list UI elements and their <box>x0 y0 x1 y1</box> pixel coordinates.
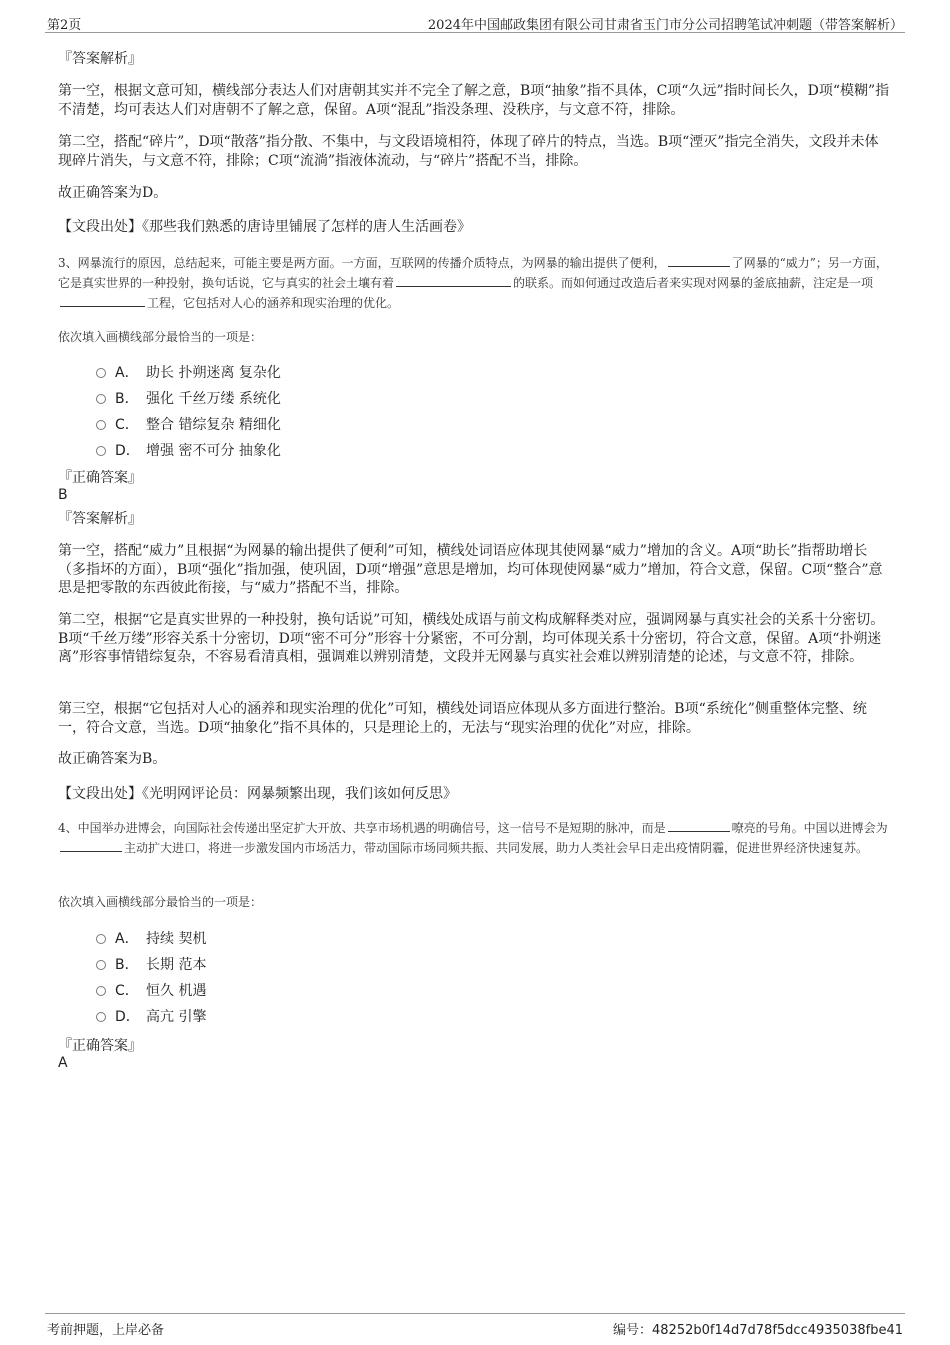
answer-blank <box>60 294 145 307</box>
analysis-paragraph: 第二空，搭配“碎片”，D项“散落”指分散、不集中，与文段语境相符，体现了碎片的特点，当选。B项“湮灭”指完全消失，文段并未体现碎片消失，与文意不符，排除；C项“流淌”指液体流动，与“碎片”搭配不当，排除。 <box>58 134 879 169</box>
analysis-paragraph: 第二空，根据“它是真实世界的一种投射，换句话说”可知，横线处成语与前文构成解释类对应，强调网暴与真实社会的关系十分密切。B项“千丝万缕”形容关系十分密切，D项“密不可分”形容十分紧密，不可分割，均可体现关系十分密切，符合文意，保留。A项“扑朔迷离”形容事情错综复杂，不容易看清真相，强调难以辨别清楚，文段并无网暴与真实社会难以辨别清楚的论述，与文意不符，排除。 <box>58 612 885 665</box>
analysis-paragraph: 第三空，根据“它包括对人心的涵养和现实治理的优化”可知，横线处词语应体现从多方面进行整治。B项“系统化”侧重整体完整、统一，符合文意，当选。D项“抽象化”指不具体的，只是理论上的，无法与“现实治理的优化”对应，排除。 <box>58 701 867 736</box>
analysis-paragraph: 第一空，搭配“威力”且根据“为网暴的输出提供了便利”可知，横线处词语应体现其使网暴“威力”增加的含义。A项“助长”指帮助增长（多指坏的方面），B项“强化”指加强，使巩固，D项“增强”意思是增加，均可体现使网暴“威力”增加，符合文意，保留。C项“整合”意思是把零散的东西彼此衔接，与“威力”搭配不当，排除。 <box>58 543 883 596</box>
radio-button[interactable] <box>96 986 106 996</box>
correct-answer: B <box>58 487 68 503</box>
question-stem: 4、中国举办进博会，向国际社会传递出坚定扩大开放、共享市场机遇的明确信号，这一信号不是短期的脉冲，而是 嘹亮的号角。中国以进博会为主动扩大进口，将进一步激发国内市场活力，带动国际市场同频共振、共同发展，助力人类社会早日走出疫情阴霾，促进世界经济快速复苏。 <box>58 821 888 855</box>
question-stem: 3、网暴流行的原因，总结起来，可能主要是两方面。一方面，互联网的传播介质特点，为网暴的输出提供了便利， 了网暴的“威力”；另一方面，它是真实世界的一种投射，换句话说，它与真实的社会土壤有着 的联系。而如何通过改造后者来实现对网暴的釜底抽薪，注定是一项工程，它包括对人心的涵养和现实治理的优化。 <box>58 256 888 310</box>
page-number: 第2页 <box>47 18 82 33</box>
question-prompt: 依次填入画横线部分最恰当的一项是： <box>58 330 263 344</box>
correct-answer-label: 『正确答案』 <box>58 1038 142 1054</box>
answer-analysis-label: 『答案解析』 <box>58 511 142 527</box>
answer-analysis-label: 『答案解析』 <box>58 51 142 67</box>
answer-blank <box>668 819 730 832</box>
radio-button[interactable] <box>96 934 106 944</box>
question-prompt: 依次填入画横线部分最恰当的一项是： <box>58 895 263 909</box>
footer-slogan: 考前押题，上岸必备 <box>47 1323 165 1338</box>
passage-source: 【文段出处】《光明网评论员：网暴频繁出现，我们该如何反思》 <box>58 786 457 802</box>
radio-button[interactable] <box>96 960 106 970</box>
answer-blank <box>668 254 730 267</box>
answer-blank <box>60 839 122 852</box>
analysis-paragraph: 第一空，根据文意可知，横线部分表达人们对唐朝其实并不完全了解之意，B项“抽象”指不具体，C项“久远”指时间长久，D项“模糊”指不清楚，均可表达人们对唐朝不了解之意，保留。A项“混乱”指没条理、没秩序，与文意不符，排除。 <box>58 83 890 118</box>
correct-answer-label: 『正确答案』 <box>58 470 142 486</box>
radio-button[interactable] <box>96 368 106 378</box>
passage-source: 【文段出处】《那些我们熟悉的唐诗里铺展了怎样的唐人生活画卷》 <box>58 219 471 235</box>
page-footer <box>45 1313 905 1338</box>
radio-button[interactable] <box>96 420 106 430</box>
analysis-conclusion: 故正确答案为D。 <box>58 185 168 201</box>
answer-blank <box>396 274 511 287</box>
radio-button[interactable] <box>96 446 106 456</box>
radio-button[interactable] <box>96 394 106 404</box>
correct-answer: A <box>58 1055 68 1071</box>
document-title: 2024年中国邮政集团有限公司甘肃省玉门市分公司招聘笔试冲刺题（带答案解析） <box>427 18 903 33</box>
document-code: 编号：48252b0f14d7d78f5dcc4935038fbe41 <box>613 1323 903 1338</box>
page-header <box>45 12 905 33</box>
radio-button[interactable] <box>96 1012 106 1022</box>
analysis-conclusion: 故正确答案为B。 <box>58 751 167 767</box>
